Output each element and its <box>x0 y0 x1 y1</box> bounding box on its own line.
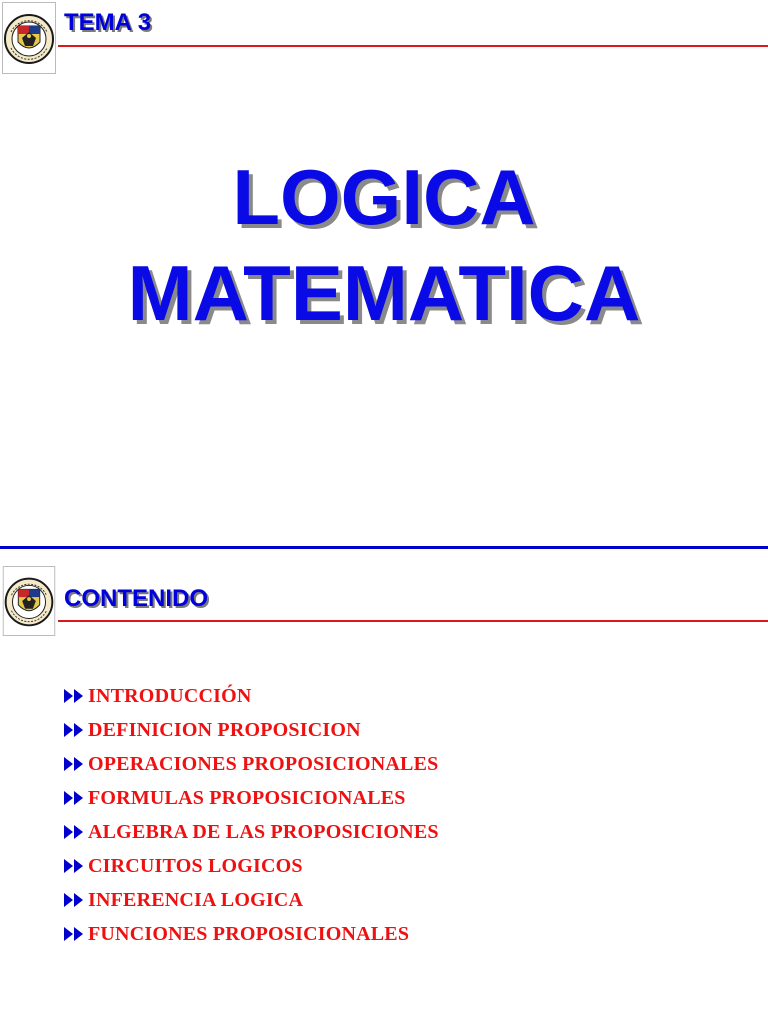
double-triangle-bullet-icon <box>63 926 85 942</box>
list-item <box>63 849 439 883</box>
header-divider <box>58 45 768 47</box>
double-triangle-bullet-icon <box>63 756 85 772</box>
slide-header-title: CONTENIDO <box>64 585 208 612</box>
list-item-label: FORMULAS PROPOSICIONALES <box>88 786 406 809</box>
list-item-label: FUNCIONES PROPOSICIONALES <box>88 922 410 945</box>
double-triangle-bullet-icon <box>63 892 85 908</box>
main-title-line-1: LOGICA <box>232 153 536 241</box>
list-item <box>63 747 439 781</box>
slide-header-title: TEMA 3 <box>64 9 152 36</box>
double-triangle-bullet-icon <box>63 790 85 806</box>
header-divider <box>58 620 768 622</box>
main-title-line-2: MATEMATICA <box>127 249 641 337</box>
list-item-label: INTRODUCCIÓN <box>88 684 252 707</box>
list-item <box>63 781 439 815</box>
list-item <box>63 713 439 747</box>
double-triangle-bullet-icon <box>63 722 85 738</box>
university-crest-icon <box>2 566 56 636</box>
contents-list <box>63 679 439 951</box>
list-item <box>63 815 439 849</box>
list-item <box>63 883 439 917</box>
list-item-label: ALGEBRA DE LAS PROPOSICIONES <box>88 820 439 843</box>
list-item-label: DEFINICION PROPOSICION <box>88 718 361 741</box>
double-triangle-bullet-icon <box>63 858 85 874</box>
list-item-label: OPERACIONES PROPOSICIONALES <box>88 752 439 775</box>
list-item <box>63 917 439 951</box>
list-item-label: INFERENCIA LOGICA <box>88 888 304 911</box>
list-item-label: CIRCUITOS LOGICOS <box>88 854 303 877</box>
contents-slide <box>0 549 768 1024</box>
double-triangle-bullet-icon <box>63 824 85 840</box>
university-crest-icon <box>2 2 56 74</box>
list-item <box>63 679 439 713</box>
double-triangle-bullet-icon <box>63 688 85 704</box>
